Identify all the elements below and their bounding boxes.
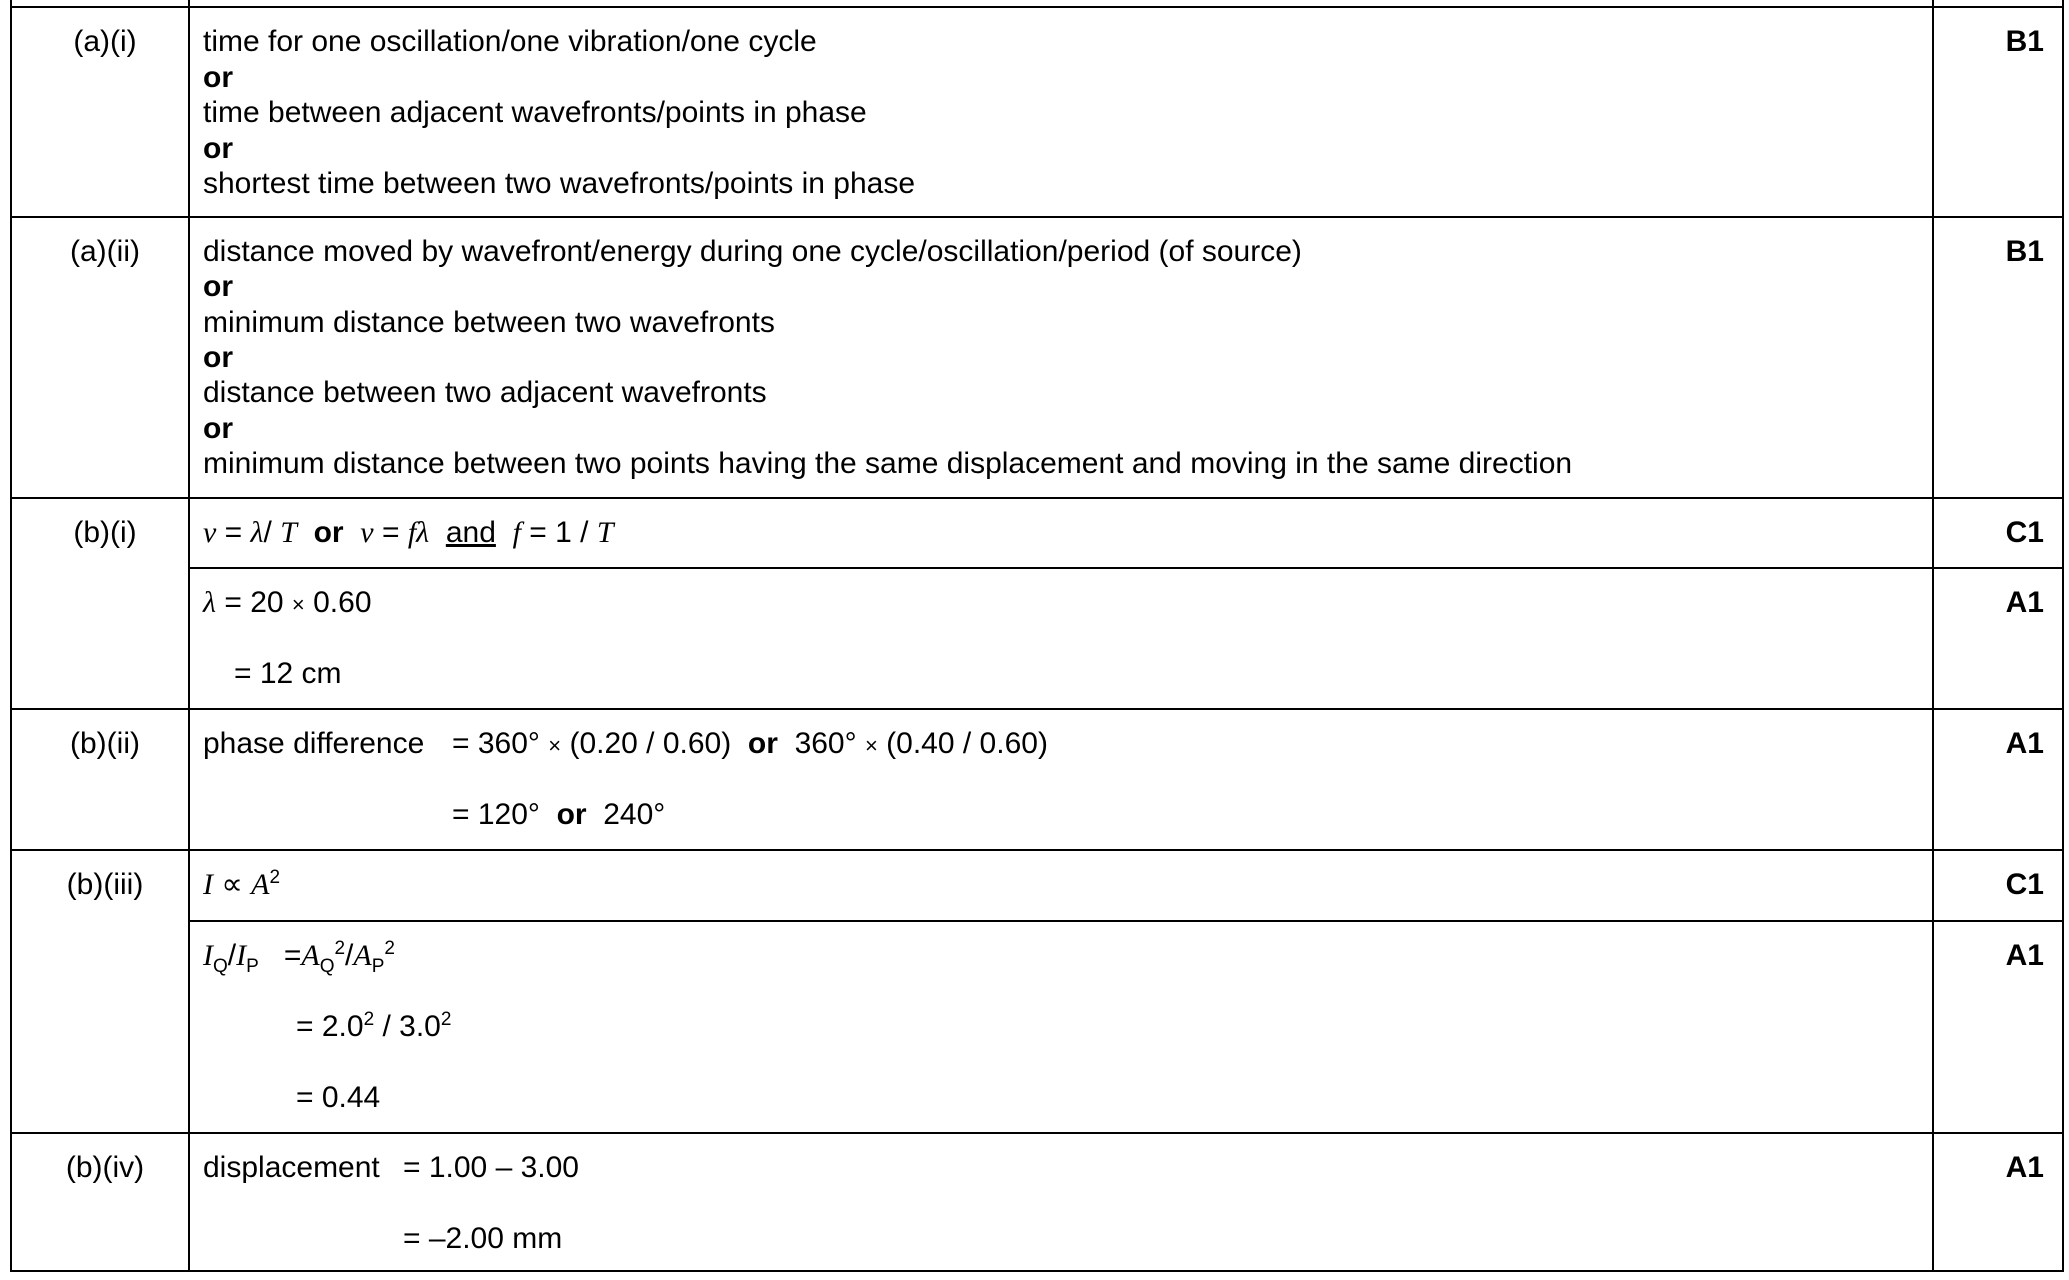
sub-row-divider — [190, 920, 2064, 922]
answer-line: or — [203, 341, 233, 374]
mark: A1 — [2005, 1151, 2044, 1184]
column-divider-left — [10, 0, 12, 1272]
mark-scheme-table — [10, 0, 2064, 1272]
intensity-ratio-substitution: = $2.0^2 / 3.0^2$ — [296, 1009, 452, 1043]
answer-line: distance moved by wavefront/energy during one cycle/oscillation/period (of source) — [203, 235, 1302, 268]
mark: A1 — [2005, 586, 2044, 619]
question-label: (a)(i) — [73, 25, 137, 58]
phase-difference-label: phase difference — [203, 727, 425, 760]
question-label: (b)(ii) — [70, 727, 140, 760]
answer-line: or — [203, 61, 233, 94]
intensity-ratio-result: = 0.44 — [296, 1081, 381, 1114]
phase-difference-result: = 120° or 240° — [452, 798, 666, 831]
question-label: (b)(i) — [73, 516, 137, 549]
answer-line: or — [203, 270, 233, 303]
equation-wavelength: λ = 20 × 0.60 — [203, 586, 372, 619]
displacement-result: = –2.00 mm — [403, 1222, 563, 1255]
displacement-label: displacement — [203, 1151, 380, 1184]
row-divider — [10, 216, 2064, 218]
answer-line: or — [203, 412, 233, 445]
answer-line: time between adjacent wavefronts/points in phase — [203, 96, 867, 129]
column-divider-marks — [1932, 0, 1934, 1272]
mark: B1 — [2005, 235, 2044, 268]
question-label: (b)(iv) — [65, 1151, 145, 1184]
answer-line: time for one oscillation/one vibration/one cycle — [203, 25, 817, 58]
displacement-equation: = 1.00 – 3.00 — [403, 1151, 579, 1184]
equation-result: = 12 cm — [234, 657, 342, 690]
answer-line: shortest time between two wavefronts/points in phase — [203, 167, 916, 200]
row-divider — [10, 708, 2064, 710]
phase-difference-equation: = 360° × (0.20 / 0.60) or 360° × (0.40 / 0.60) — [452, 727, 1048, 760]
intensity-proportionality: $I \propto A^2$ — [203, 867, 281, 901]
answer-line: minimum distance between two wavefronts — [203, 306, 775, 339]
column-divider-right — [2062, 0, 2064, 1272]
mark: A1 — [2005, 727, 2044, 760]
mark: C1 — [2005, 516, 2044, 549]
row-divider — [10, 1132, 2064, 1134]
row-divider — [10, 497, 2064, 499]
equation-wave-speed: v = λ/ T or v = fλ and f = 1 / T — [203, 516, 614, 549]
question-label: (b)(iii) — [66, 868, 144, 901]
answer-line: or — [203, 132, 233, 165]
table-border-bottom — [10, 1270, 2064, 1272]
row-divider — [10, 849, 2064, 851]
table-border-top — [10, 6, 2064, 8]
intensity-ratio-equation: $I_Q/I_P$ $=A_Q^2/A_P^2$ — [203, 938, 395, 977]
answer-line: minimum distance between two points having the same displacement and moving in the same direction — [203, 447, 1573, 480]
mark: A1 — [2005, 939, 2044, 972]
question-label: (a)(ii) — [70, 235, 140, 268]
mark: C1 — [2005, 868, 2044, 901]
column-divider-question — [188, 0, 190, 1272]
mark: B1 — [2005, 25, 2044, 58]
answer-line: distance between two adjacent wavefronts — [203, 376, 767, 409]
sub-row-divider — [190, 567, 2064, 569]
